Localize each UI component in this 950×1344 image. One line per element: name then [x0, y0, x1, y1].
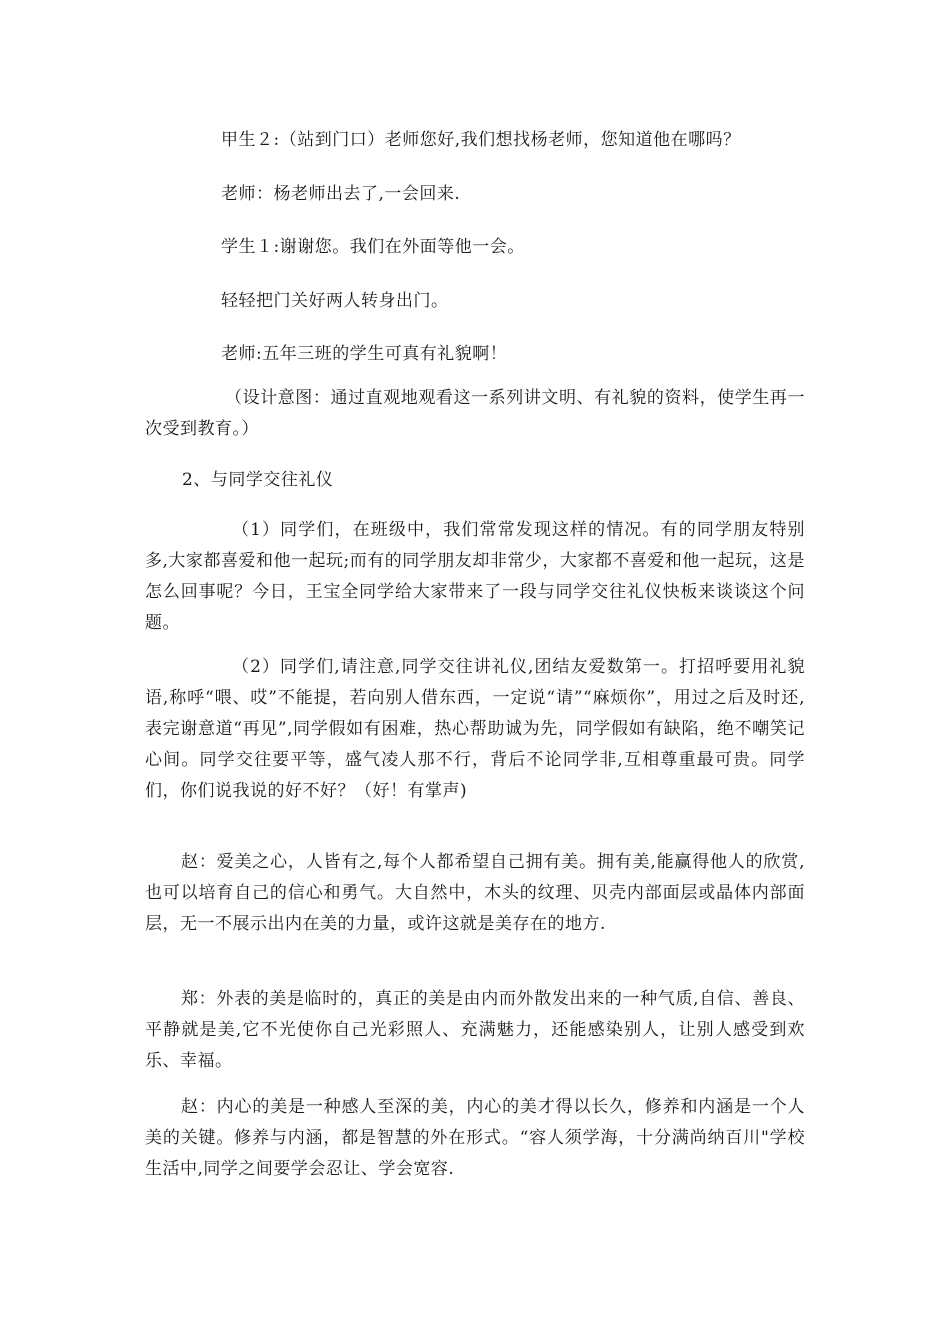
dialogue-line: 老师：杨老师出去了,一会回来.	[221, 184, 461, 204]
section-heading: 2、与同学交往礼仪	[182, 470, 334, 490]
speech-paragraph: 赵：内心的美是一种感人至深的美，内心的美才得以长久，修养和内涵是一个人美的关键。修养与内涵，都是智慧的外在形式。“容人须学海，十分满尚纳百川"学校生活中,同学之间要学会忍让、学会宽容.	[145, 1097, 805, 1179]
dialogue-line: 甲生２:（站到门口）老师您好,我们想找杨老师，您知道他在哪吗？	[221, 130, 741, 150]
dialogue-line: 轻轻把门关好两人转身出门。	[221, 291, 449, 311]
paragraph-item-2: （2）同学们,请注意,同学交往讲礼仪,团结友爱数第一。打招呼要用礼貌语,称呼“喂、哎”不能提，若向别人借东西，一定说“请”“麻烦你”，用过之后及时还,表完谢意道“再见”,同学假如有困难，热心帮助诚为先，同学假如有缺陷，绝不嘲笑记心间。同学交往要平等，盛气凌人那不行，背后不论同学非,互相尊重最可贵。同学们，你们说我说的好不好？（好！有掌声)	[145, 657, 805, 801]
speech-paragraph: 郑：外表的美是临时的，真正的美是由内而外散发出来的一种气质,自信、善良、平静就是美,它不光使你自己光彩照人、充满魅力，还能感染别人，让别人感受到欢乐、幸福。	[145, 989, 805, 1071]
dialogue-line: 老师:五年三班的学生可真有礼貌啊！	[221, 344, 508, 364]
dialogue-line: 学生１:谢谢您。我们在外面等他一会。	[221, 237, 525, 257]
speech-paragraph: 赵：爱美之心，人皆有之,每个人都希望自己拥有美。拥有美,能赢得他人的欣赏,也可以培育自己的信心和勇气。大自然中，木头的纹理、贝壳内部面层或晶体内部面层，无一不展示出内在美的力量，或许这就是美存在的地方.	[145, 852, 805, 934]
design-intent-paragraph: （设计意图：通过直观地观看这一系列讲文明、有礼貌的资料，使学生再一次受到教育。）	[145, 388, 805, 439]
paragraph-item-1: （1）同学们，在班级中，我们常常发现这样的情况。有的同学朋友特别多,大家都喜爱和他一起玩;而有的同学朋友却非常少，大家都不喜爱和他一起玩，这是怎么回事呢？今日，王宝全同学给大家带来了一段与同学交往礼仪快板来谈谈这个问题。	[145, 520, 805, 633]
